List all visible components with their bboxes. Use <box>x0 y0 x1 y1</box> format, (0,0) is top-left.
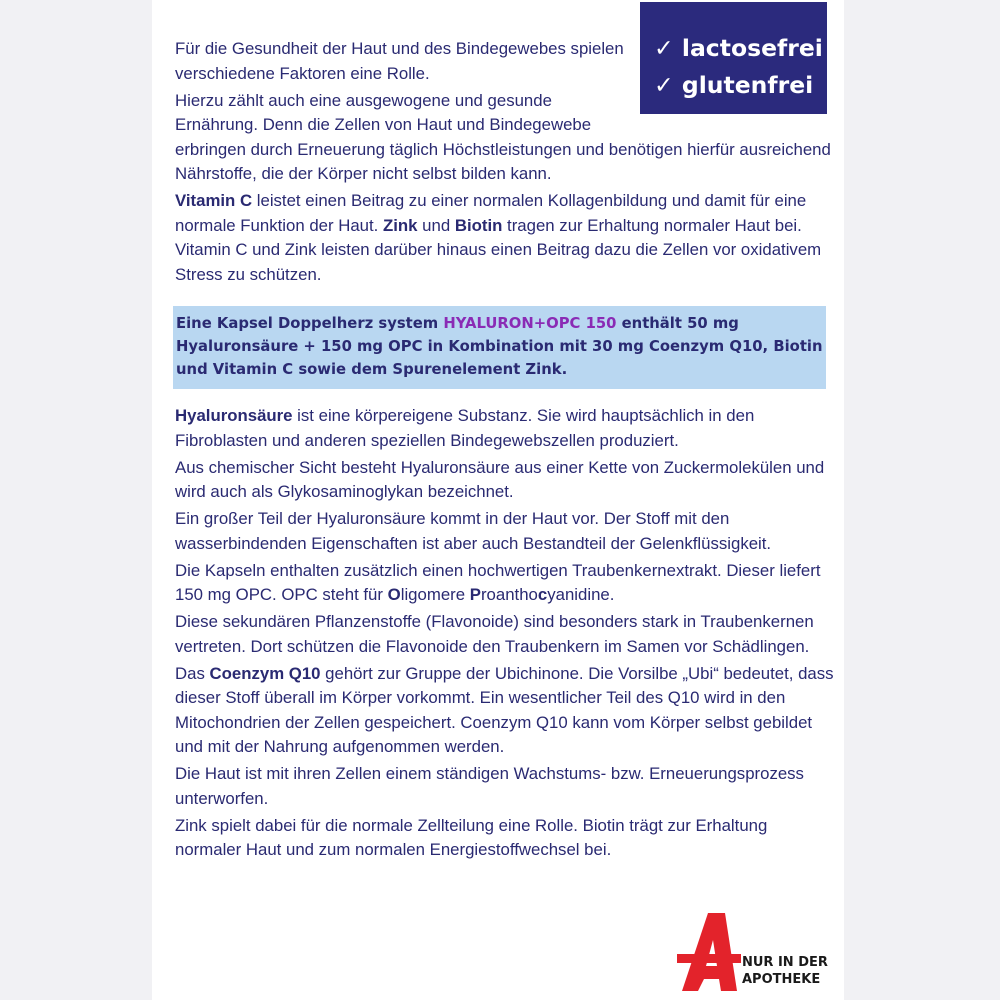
opc-paragraph <box>175 559 835 608</box>
apotheke-logo-text <box>742 954 828 988</box>
checkmark-icon: ✓ <box>654 34 674 62</box>
hyaluron-paragraph <box>175 404 835 453</box>
intro-paragraph-2-line-1: Hierzu zählt auch eine ausgewogene und gesunde <box>175 90 552 110</box>
highlight-post: enthält 50 mg Hyaluronsäure + 150 mg OPC in Kombination mit 30 mg Coenzym Q10, Biotin und Vitamin C sowie dem Spurenelement Zink. <box>176 315 823 378</box>
logo-line-2: APOTHEKE <box>742 972 821 987</box>
highlight-pre: Eine Kapsel Doppelherz system <box>176 315 444 332</box>
intro-paragraph-2 <box>175 89 835 187</box>
intro-section <box>175 37 835 290</box>
vitamin-c-term: Vitamin C <box>175 191 253 210</box>
opc-text-2: ligomere <box>400 585 470 604</box>
checkmark-icon: ✓ <box>654 71 674 99</box>
opc-text-4: yanidine. <box>547 585 615 604</box>
chemistry-paragraph: Aus chemischer Sicht besteht Hyaluronsäure aus einer Kette von Zuckermolekülen und wird auch als Glykosaminoglykan bezeichnet. <box>175 457 825 501</box>
intro-p3-text-1: leistet einen Beitrag zu einer normalen Kollagenbildung und damit für eine normale Funktion der Haut. <box>175 191 807 235</box>
coenzym-term: Coenzym Q10 <box>209 663 321 683</box>
opc-text-3: roantho <box>480 585 538 604</box>
product-brand-name: HYALURON+OPC 150 <box>443 315 617 332</box>
opc-letter-c: c <box>537 585 548 604</box>
opc-letter-o: O <box>387 585 401 604</box>
intro-paragraph-3 <box>175 189 835 287</box>
intro-paragraph-1: Für die Gesundheit der Haut und des Bindegewebes spielen verschiedene Faktoren eine Rolle. <box>175 39 624 83</box>
main-section <box>175 404 835 865</box>
intro-paragraph-2-rest: erbringen durch Erneuerung täglich Höchstleistungen und benötigen hierfür ausreichend Nährstoffe, die der Körper nicht selbst bilden kann. <box>175 139 831 183</box>
badge-label: lactosefrei <box>681 34 823 62</box>
opc-letter-p: P <box>469 585 481 604</box>
logo-line-1: NUR IN DER <box>742 955 828 970</box>
renewal-paragraph: Die Haut ist mit ihren Zellen einem ständigen Wachstums- bzw. Erneuerungsprozess unterworfen. <box>175 764 804 808</box>
flavonoid-paragraph: Diese sekundären Pflanzenstoffe (Flavonoide) sind besonders stark in Traubenkernen vertreten. Dort schützen die Flavonoide den Traubenkern im Samen vor Schädlingen. <box>175 612 814 656</box>
badge-label: glutenfrei <box>681 71 814 99</box>
coenzym-text-2: gehört zur Gruppe der Ubichinone. Die Vorsilbe „Ubi“ bedeutet, dass dieser Stoff überall im Körper vorkommt. Ein wesentlicher Teil des Q10 wird in den Mitochondrien der Zellen gespeichert. Coenzym Q10 kann vom Körper selbst gebildet und mit der Nahrung aufgenommen werden. <box>175 663 834 756</box>
zink-term: Zink <box>383 215 418 235</box>
coenzym-text-1: Das <box>175 663 210 683</box>
intro-p3-text-3: tragen zur Erhaltung normaler Haut bei. Vitamin C und Zink leisten darüber hinaus einen Beitrag dazu die Zellen vor oxidativem Stress zu schützen. <box>175 215 822 284</box>
coenzym-paragraph <box>175 662 835 760</box>
highlight-text <box>176 312 824 381</box>
intro-paragraph-2-line-2: Ernährung. Denn die Zellen von Haut und Bindegewebe <box>175 115 592 134</box>
hyaluron-text: ist eine körpereigene Substanz. Sie wird hauptsächlich in den Fibroblasten und anderen speziellen Bindegewebszellen produziert. <box>175 406 755 450</box>
intro-p3-text-2: und <box>417 215 455 235</box>
zinc-biotin-paragraph: Zink spielt dabei für die normale Zellteilung eine Rolle. Biotin trägt zur Erhaltung normaler Haut und zum normalen Energiestoffwechsel bei. <box>175 815 768 859</box>
opc-text-1: Die Kapseln enthalten zusätzlich einen hochwertigen Traubenkernextrakt. Dieser liefert 150 mg OPC. OPC steht für <box>175 560 821 604</box>
skin-paragraph: Ein großer Teil der Hyaluronsäure kommt in der Haut vor. Der Stoff mit den wasserbindenden Eigenschaften ist aber auch Bestandteil der Gelenkflüssigkeit. <box>175 509 772 553</box>
biotin-term: Biotin <box>454 215 503 235</box>
hyaluron-term: Hyaluronsäure <box>175 406 293 425</box>
